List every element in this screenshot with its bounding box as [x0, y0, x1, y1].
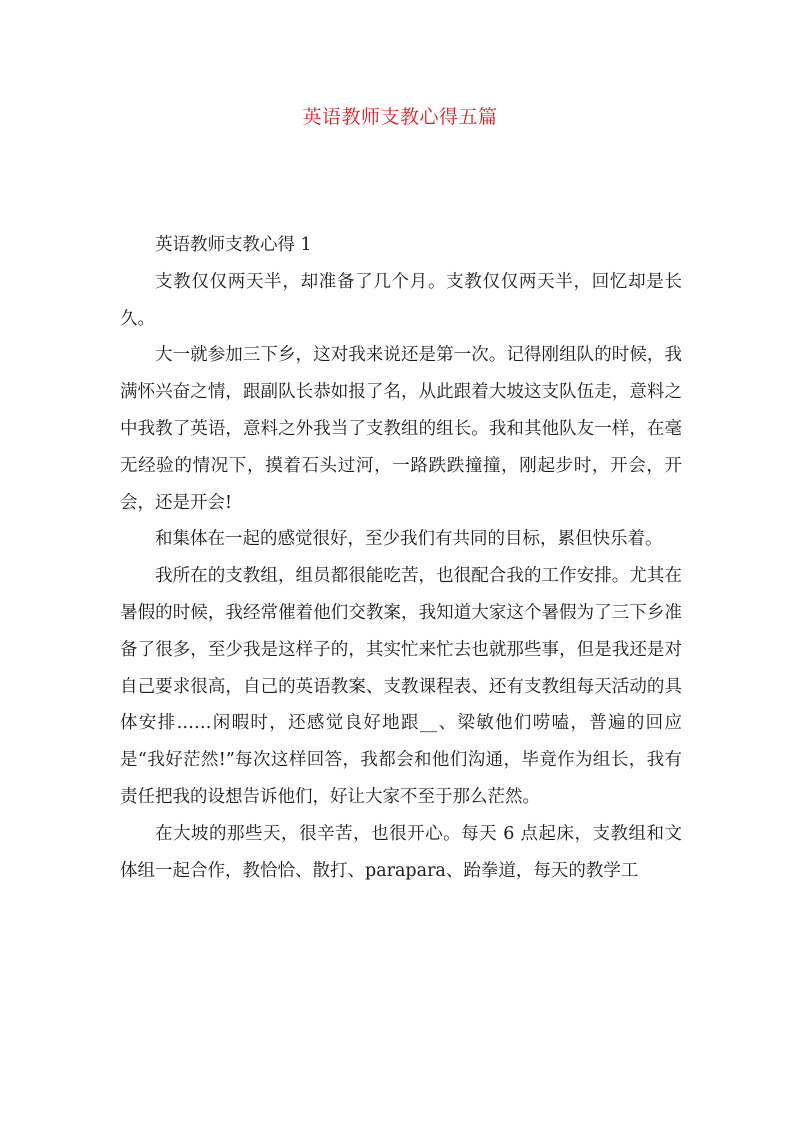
paragraph: 我所在的支教组，组员都很能吃苦，也很配合我的工作安排。尤其在暑假的时候，我经常催着他们交教案，我知道大家这个暑假为了三下乡准备了很多，至少我是这样子的，其实忙来忙去也就那些事，但是我还是对自己要求很高，自己的英语教案、支教课程表、还有支教组每天活动的具体安排……闲暇时，还感觉良好地跟__、梁敏他们唠嗑，普遍的回应是“我好茫然!”每次这样回答，我都会和他们沟通，毕竟作为组长，我有责任把我的设想告诉他们，好让大家不至于那么茫然。 [120, 566, 682, 807]
document-body [120, 227, 682, 889]
paragraph: 在大坡的那些天，很辛苦，也很开心。每天 6 点起床，支教组和文体组一起合作，教恰恰、散打、parapara、跆拳道，每天的教学工 [120, 823, 682, 881]
paragraph: 支教仅仅两天半，却准备了几个月。支教仅仅两天半，回忆却是长久。 [120, 271, 682, 329]
paragraph: 和集体在一起的感觉很好，至少我们有共同的目标，累但快乐着。 [155, 529, 663, 550]
paragraph: 大一就参加三下乡，这对我来说还是第一次。记得刚组队的时候，我满怀兴奋之情，跟副队长恭如报了名，从此跟着大坡这支队伍走，意料之中我教了英语，意料之外我当了支教组的组长。我和其他队友一样，在毫无经验的情况下，摸着石头过河，一路跌跌撞撞，刚起步时，开会，开会，还是开会! [120, 345, 682, 513]
section-heading: 英语教师支教心得 1 [155, 235, 312, 255]
document-title: 英语教师支教心得五篇 [302, 106, 498, 128]
